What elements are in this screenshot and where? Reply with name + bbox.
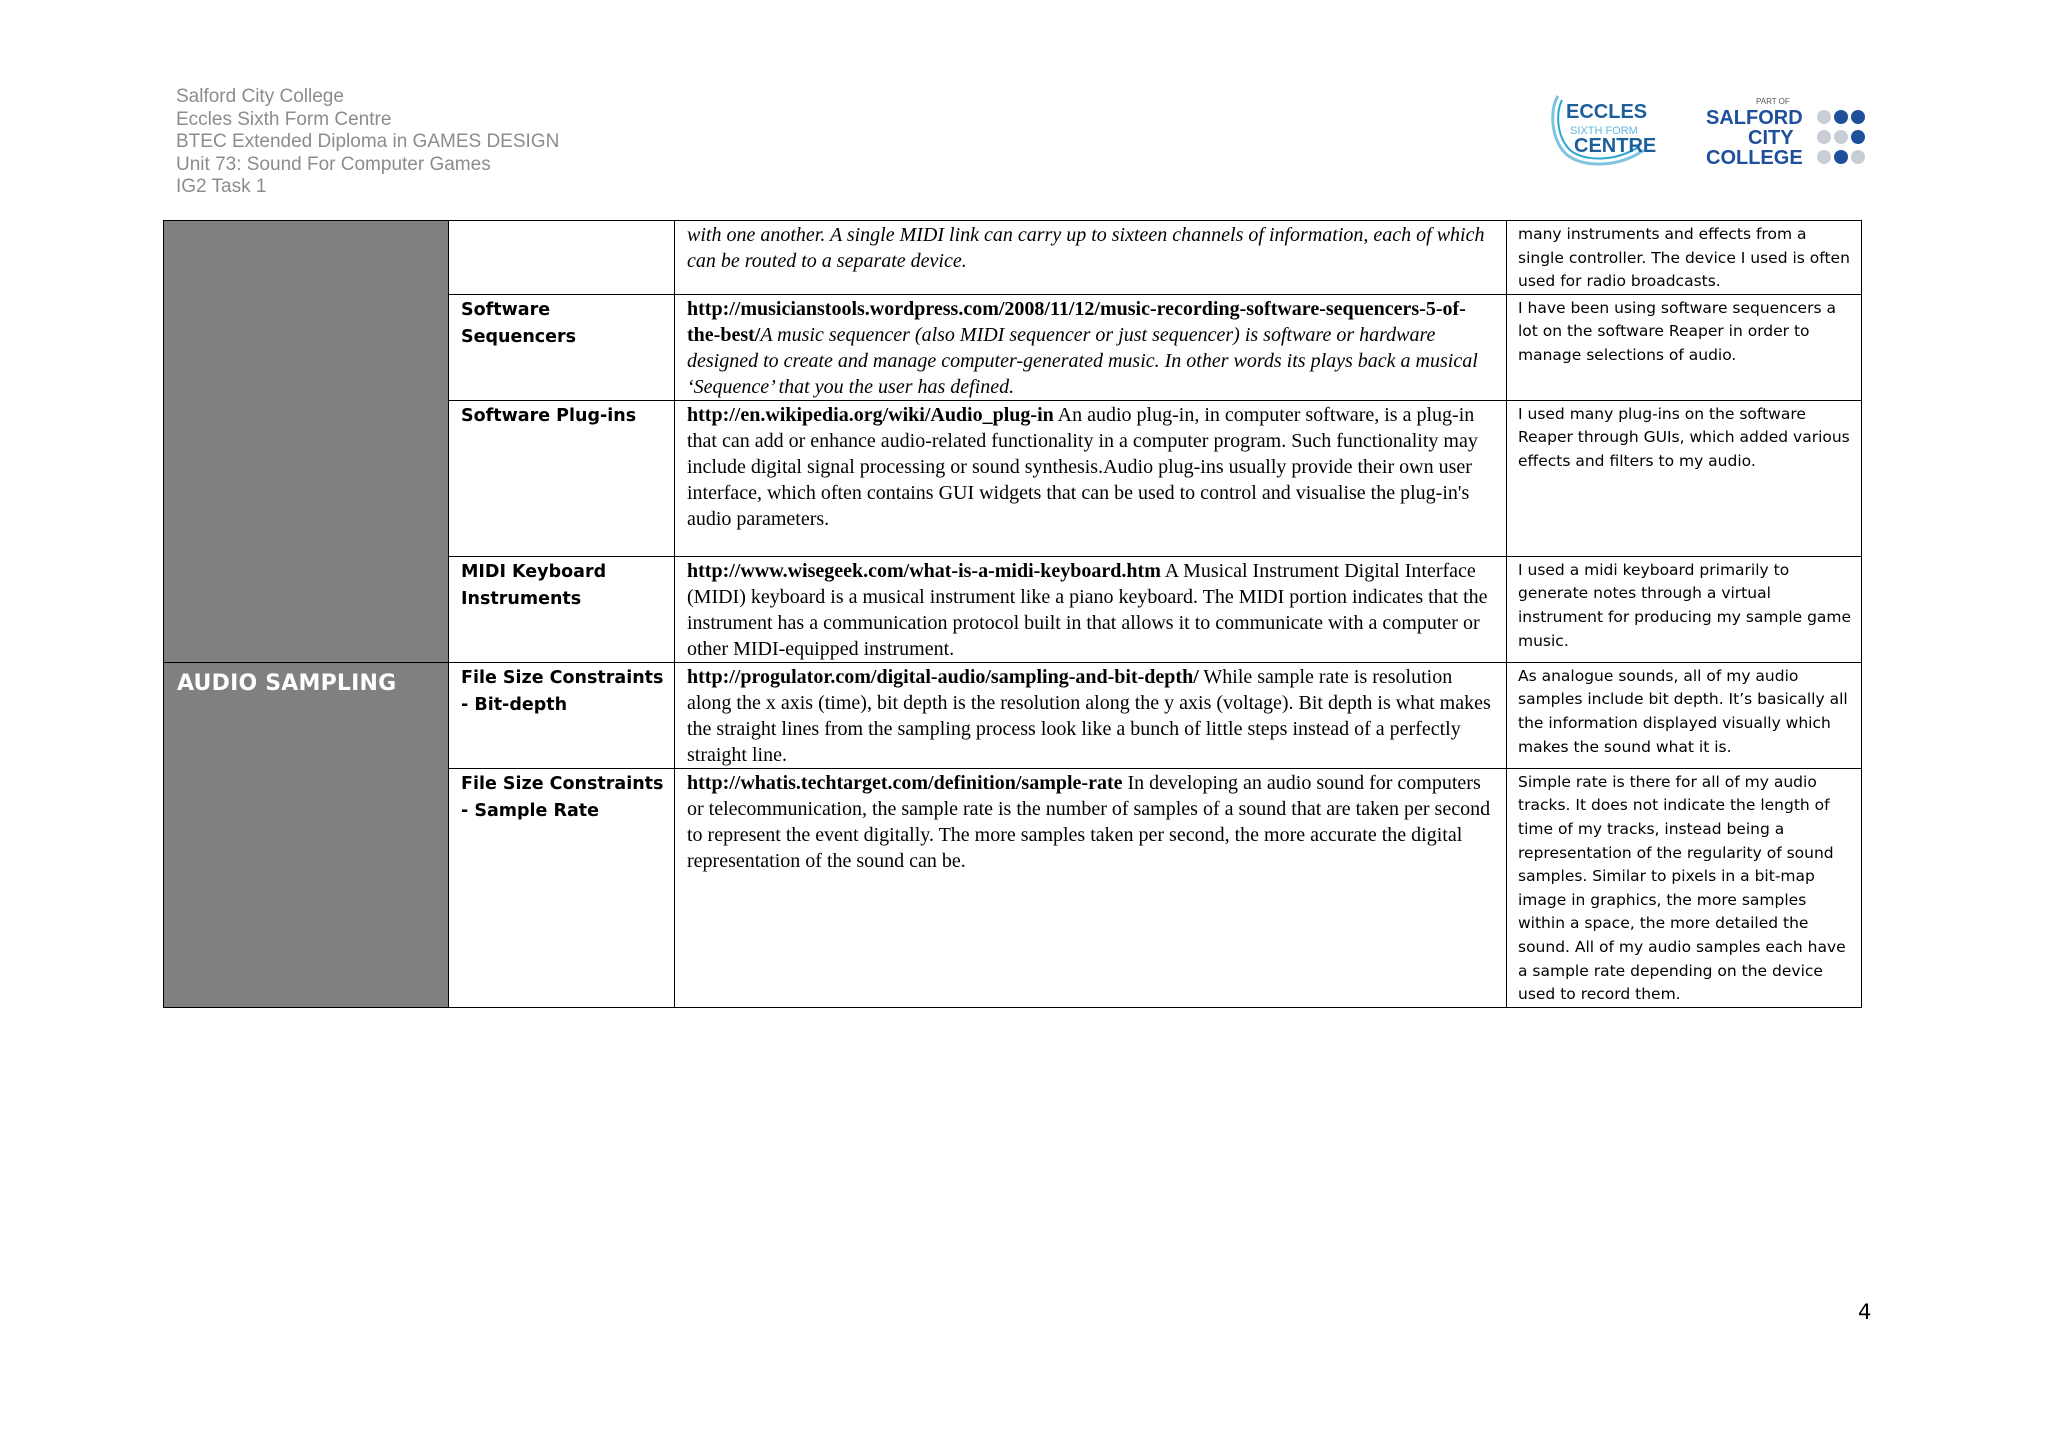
category-cell-continued (164, 221, 449, 663)
topic-label: Software Sequencers (461, 299, 577, 347)
svg-text:COLLEGE: COLLEGE (1706, 147, 1803, 169)
student-note: As analogue sounds, all of my audio samples include bit depth. It’s basically all the information displayed visually which makes the sound what it is. (1518, 666, 1848, 756)
description-italic: with one another. A single MIDI link can carry up to sixteen channels of information, each of which can be routed to a separate device. (687, 224, 1485, 272)
salford-city-college-logo (1704, 92, 1868, 172)
student-note: I used many plug-ins on the software Reaper through GUIs, which added various effects and filters to my audio. (1518, 404, 1850, 470)
description-text: A Musical Instrument Digital Interface (MIDI) keyboard is a musical instrument like a piano keyboard. The MIDI portion indicates that the instrument has a communication protocol built in that allows it to communicate with a computer or other MIDI-equipped instrument. (687, 559, 1488, 660)
student-note: Simple rate is there for all of my audio tracks. It does not indicate the length of time of my tracks, instead being a representation of the regularity of sound samples. Similar to pixels in a bit-map image in graphics, the more samples within a space, the more detailed the sound. All of my audio samples each have a sample rate depending on the device used to record them. (1518, 772, 1846, 1004)
topic-cell (449, 662, 675, 768)
topic-label (449, 221, 674, 223)
topic-label: File Size Constraints - Sample Rate (461, 773, 664, 821)
svg-text:PART OF: PART OF (1756, 97, 1790, 106)
topic-cell (449, 768, 675, 1007)
note-cell (1507, 768, 1862, 1007)
table-row (164, 221, 1862, 295)
audio-topics-table (163, 220, 1862, 1008)
topic-label: Software Plug-ins (461, 405, 637, 426)
page-number: 4 (1858, 1300, 1872, 1324)
description-cell (675, 221, 1507, 295)
description-cell (675, 400, 1507, 556)
description-text: While sample rate is resolution along the x axis (time), bit depth is the resolution along the y axis (voltage). Bit depth is what makes the straight lines from the sampling process look like a bunch of little steps instead of a perfectly straight line. (687, 665, 1491, 766)
category-label: AUDIO SAMPLING (177, 670, 397, 696)
category-cell (164, 662, 449, 1007)
svg-text:CITY: CITY (1748, 127, 1794, 149)
topic-cell (449, 221, 675, 295)
svg-text:SIXTH FORM: SIXTH FORM (1570, 125, 1638, 137)
student-note: I have been using software sequencers a lot on the software Reaper in order to manage selections of audio. (1518, 298, 1836, 364)
description-cell (675, 556, 1507, 662)
source-url: http://progulator.com/digital-audio/sampling-and-bit-depth/ (687, 665, 1199, 688)
description-cell (675, 294, 1507, 400)
header-college: Salford City College (176, 86, 344, 107)
note-cell (1507, 662, 1862, 768)
header-centre: Eccles Sixth Form Centre (176, 108, 392, 130)
svg-text:SALFORD: SALFORD (1706, 107, 1803, 129)
description-text: An audio plug-in, in computer software, is a plug-in that can add or enhance audio-related functionality in a computer program. Such functionality may include digital signal processing or sound synthesis.Audio plug-ins usually provide their own user interface, which often contains GUI widgets that can be used to control and visualise the plug-in's audio parameters. (687, 403, 1478, 530)
topic-label: File Size Constraints - Bit-depth (461, 667, 664, 715)
description-cell (675, 662, 1507, 768)
note-cell (1507, 294, 1862, 400)
source-url: http://www.wisegeek.com/what-is-a-midi-keyboard.htm (687, 559, 1161, 582)
topic-label: MIDI Keyboard Instruments (461, 561, 607, 609)
note-cell (1507, 400, 1862, 556)
student-note: I used a midi keyboard primarily to generate notes through a virtual instrument for producing my sample game music. (1518, 560, 1852, 650)
header-course: BTEC Extended Diploma in GAMES DESIGN (176, 131, 560, 152)
description-cell (675, 768, 1507, 1007)
header-logos (1548, 88, 1868, 174)
header-unit: Unit 73: Sound For Computer Games (176, 153, 491, 175)
svg-text:ECCLES: ECCLES (1566, 101, 1648, 123)
header-task: IG2 Task 1 (176, 176, 267, 197)
svg-text:CENTRE: CENTRE (1574, 135, 1657, 157)
student-note: many instruments and effects from a single controller. The device I used is often used for radio broadcasts. (1518, 225, 1850, 291)
source-url: http://whatis.techtarget.com/definition/sample-rate (687, 771, 1123, 794)
topic-cell (449, 556, 675, 662)
eccles-centre-logo (1548, 88, 1658, 168)
note-cell (1507, 556, 1862, 662)
source-url: http://musicianstools.wordpress.com/2008/11/12/music-recording-software-sequencers-5-of-the-best/ (687, 297, 1466, 346)
table-row (164, 662, 1862, 768)
note-cell (1507, 221, 1862, 295)
description-text: In developing an audio sound for computers or telecommunication, the sample rate is the number of samples of a sound that are taken per second to represent the event digitally. The more samples taken per second, the more accurate the digital representation of the sound can be. (687, 771, 1491, 872)
topic-cell (449, 294, 675, 400)
description-italic: A music sequencer (also MIDI sequencer or just sequencer) is software or hardware designed to create and manage computer-generated music. In other words its plays back a musical ‘Sequence’ that you the user has defined. (687, 323, 1478, 398)
source-url: http://en.wikipedia.org/wiki/Audio_plug-in (687, 403, 1054, 426)
document-header (176, 86, 559, 199)
topic-cell (449, 400, 675, 556)
